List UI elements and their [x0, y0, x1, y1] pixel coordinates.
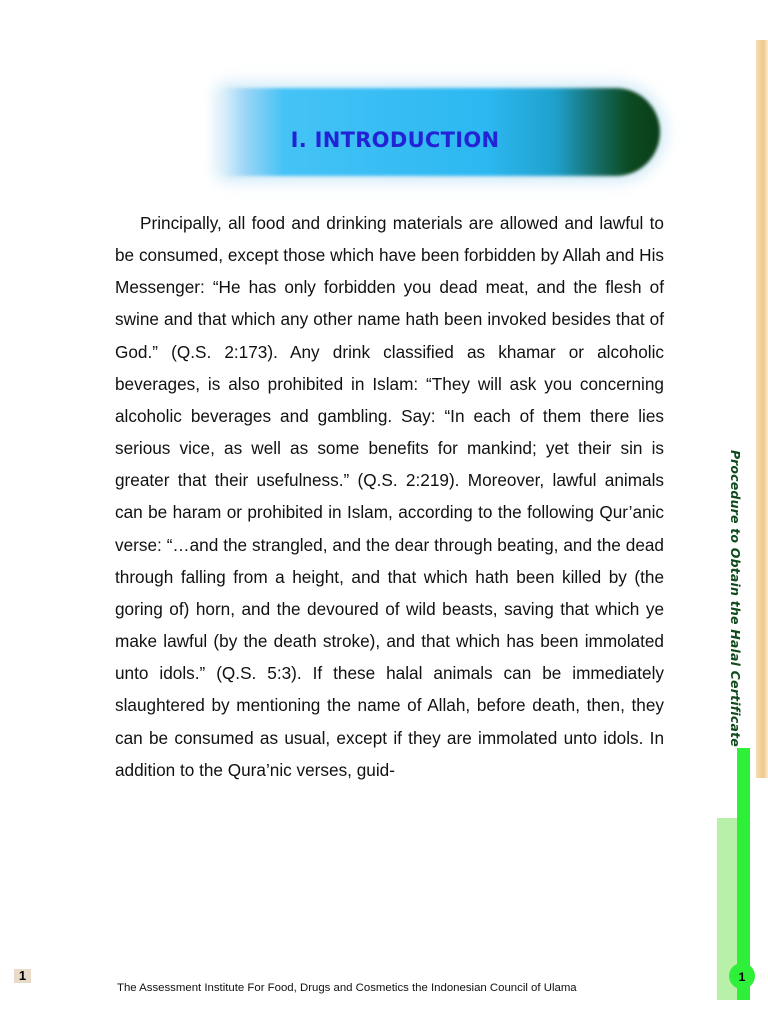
section-heading: I. INTRODUCTION — [290, 128, 500, 152]
side-running-title: Procedure to Obtain the Halal Certificate — [728, 450, 743, 747]
body-paragraph: Principally, all food and drinking materials are allowed and lawful to be consumed, except those which have been forbidden by Allah and His Messenger: “He has only forbidden you dead meat, and the flesh of swine and that which any other name hath been invoked besides that of God.” (Q.S. 2:173). Any drink classified as khamar or alcoholic beverages, is also prohibited in Islam: “They will ask you concerning alcoholic beverages and gambling. Say: “In each of them there lies serious vice, as well as some benefits for mankind; yet their sin is greater that their usefulness.” (Q.S. 2:219). Moreover, lawful animals can be haram or prohibited in Islam, according to the following Qur’anic verse: “…and the strangled, and the dear through beating, and the dead through falling from a height, and that which hath been killed by (the goring of) horn, and the devoured of wild beasts, saving that which ye make lawful (by the death stroke), and that which has been immolated unto idols.” (Q.S. 5:3). If these halal animals can be immediately slaughtered by mentioning the name of Allah, before death, then, they can be consumed as usual, except if they are immolated unto idols. In addition to the Qura’nic verses, guid- — [115, 213, 664, 780]
page-number-right-badge: 1 — [729, 963, 755, 989]
page-number-left: 1 — [14, 969, 31, 983]
decorative-tan-strip — [756, 40, 768, 778]
footer-institute-text: The Assessment Institute For Food, Drugs and Cosmetics the Indonesian Council of Ulama — [117, 982, 577, 994]
